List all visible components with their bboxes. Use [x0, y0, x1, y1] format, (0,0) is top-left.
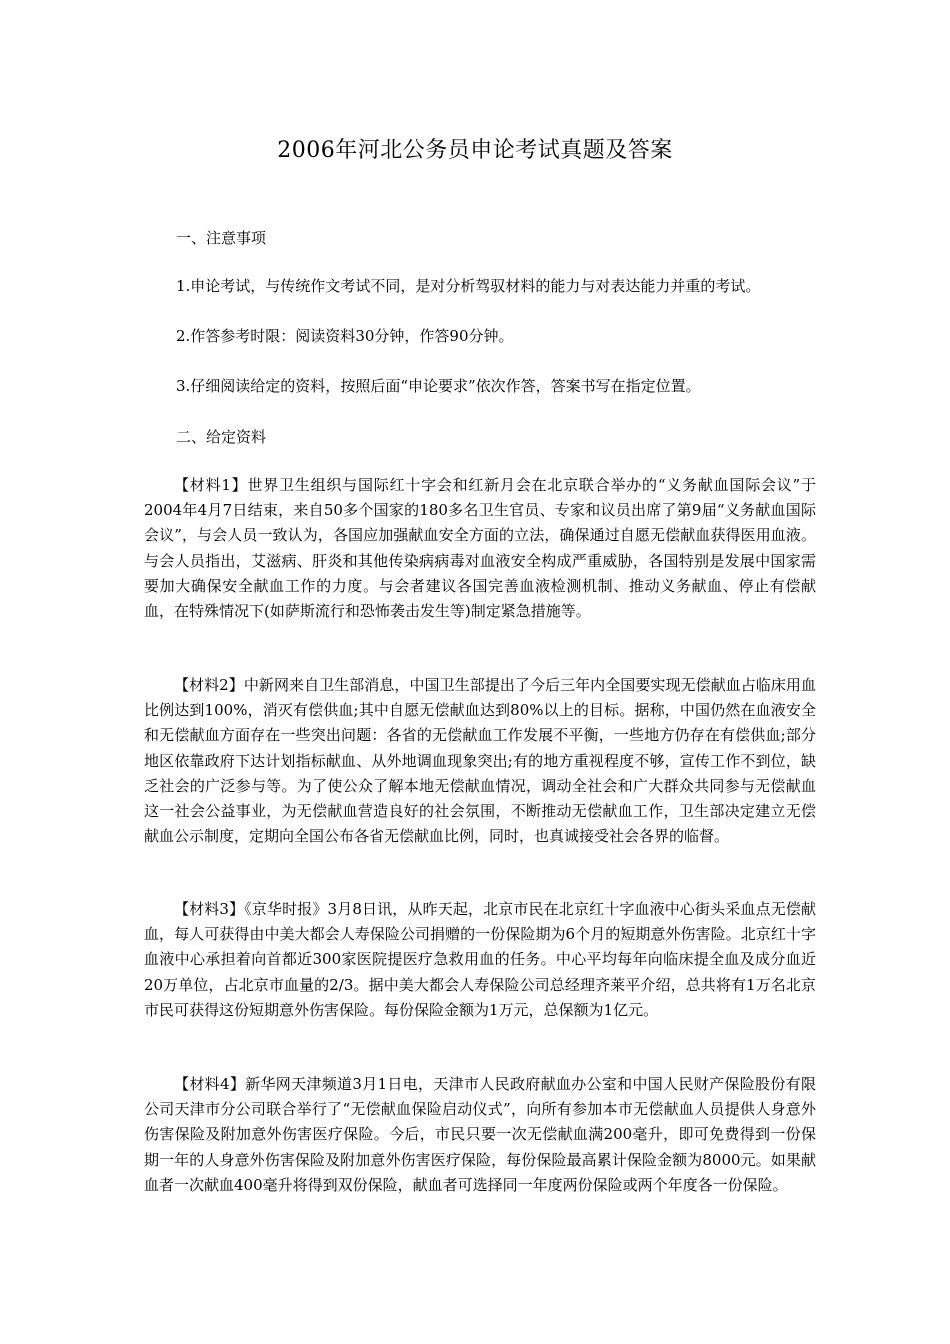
document-title: 2006年河北公务员申论考试真题及答案	[277, 138, 673, 163]
note-item-1: 1.申论考试，与传统作文考试不同，是对分析驾驭材料的能力与对表达能力并重的考试。	[176, 277, 761, 295]
note-item-3: 3.仔细阅读给定的资料，按照后面“申论要求”依次作答，答案书写在指定位置。	[176, 377, 701, 395]
note-item-2: 2.作答参考时限：阅读资料30分钟，作答90分钟。	[176, 327, 514, 345]
section-heading-notes: 一、注意事项	[176, 229, 267, 247]
material-paragraph-1: 【材料1】世界卫生组织与国际红十字会和红新月会在北京联合举办的“义务献血国际会议”于2004年4月7日结束，来自50多个国家的180多名卫生官员、专家和议员出席了第9届“义务献血国际会议”，与会人员一致认为，各国应加强献血安全方面的立法，确保通过自愿无偿献血获得医用血液。与会人员指出，艾滋病、肝炎和其他传染病病毒对血液安全构成严重威胁，各国特别是发展中国家需要加大确保安全献血工作的力度。与会者建议各国完善血液检测机制、推动义务献血、停止有偿献血，在特殊情况下(如萨斯流行和恐怖袭击发生等)制定紧急措施等。	[144, 476, 816, 621]
material-paragraph-4: 【材料4】新华网天津频道3月1日电，天津市人民政府献血办公室和中国人民财产保险股份有限公司天津市分公司联合举行了“无偿献血保险启动仪式”，向所有参加本市无偿献血人员提供人身意外伤害保险及附加意外伤害医疗保险。今后，市民只要一次无偿献血满200毫升，即可免费得到一份保期一年的人身意外伤害保险及附加意外伤害医疗保险，每份保险最高累计保险金额为8000元。如果献血者一次献血400毫升将得到双份保险，献血者可选择同一年度两份保险或两个年度各一份保险。	[144, 1075, 816, 1194]
material-paragraph-3: 【材料3】《京华时报》3月8日讯，从昨天起，北京市民在北京红十字血液中心街头采血点无偿献血，每人可获得由中美大都会人寿保险公司捐赠的一份保险期为6个月的短期意外伤害险。北京红十字血液中心承担着向首都近300家医院提医疗急救用血的任务。中心平均每年向临床提全血及成分血近20万单位，占北京市血量的2/3。据中美大都会人寿保险公司总经理齐莱平介绍，总共将有1万名北京市民可获得这份短期意外伤害保险。每份保险金额为1万元，总保额为1亿元。	[144, 900, 816, 1019]
section-heading-materials: 二、给定资料	[176, 428, 267, 446]
material-paragraph-2: 【材料2】中新网来自卫生部消息，中国卫生部提出了今后三年内全国要实现无偿献血占临床用血比例达到100%，消灭有偿供血;其中自愿无偿献血达到80%以上的目标。据称，中国仍然在血液安全和无偿献血方面存在一些突出问题：各省的无偿献血工作发展不平衡，一些地方仍存在有偿供血;部分地区依靠政府下达计划指标献血、从外地调血现象突出;有的地方重视程度不够，宣传工作不到位，缺乏社会的广泛参与等。为了使公众了解本地无偿献血情况，调动全社会和广大群众共同参与无偿献血这一社会公益事业，为无偿献血营造良好的社会氛围，不断推动无偿献血工作，卫生部决定建立无偿献血公示制度，定期向全国公布各省无偿献血比例，同时，也真诚接受社会各界的临督。	[144, 676, 816, 846]
